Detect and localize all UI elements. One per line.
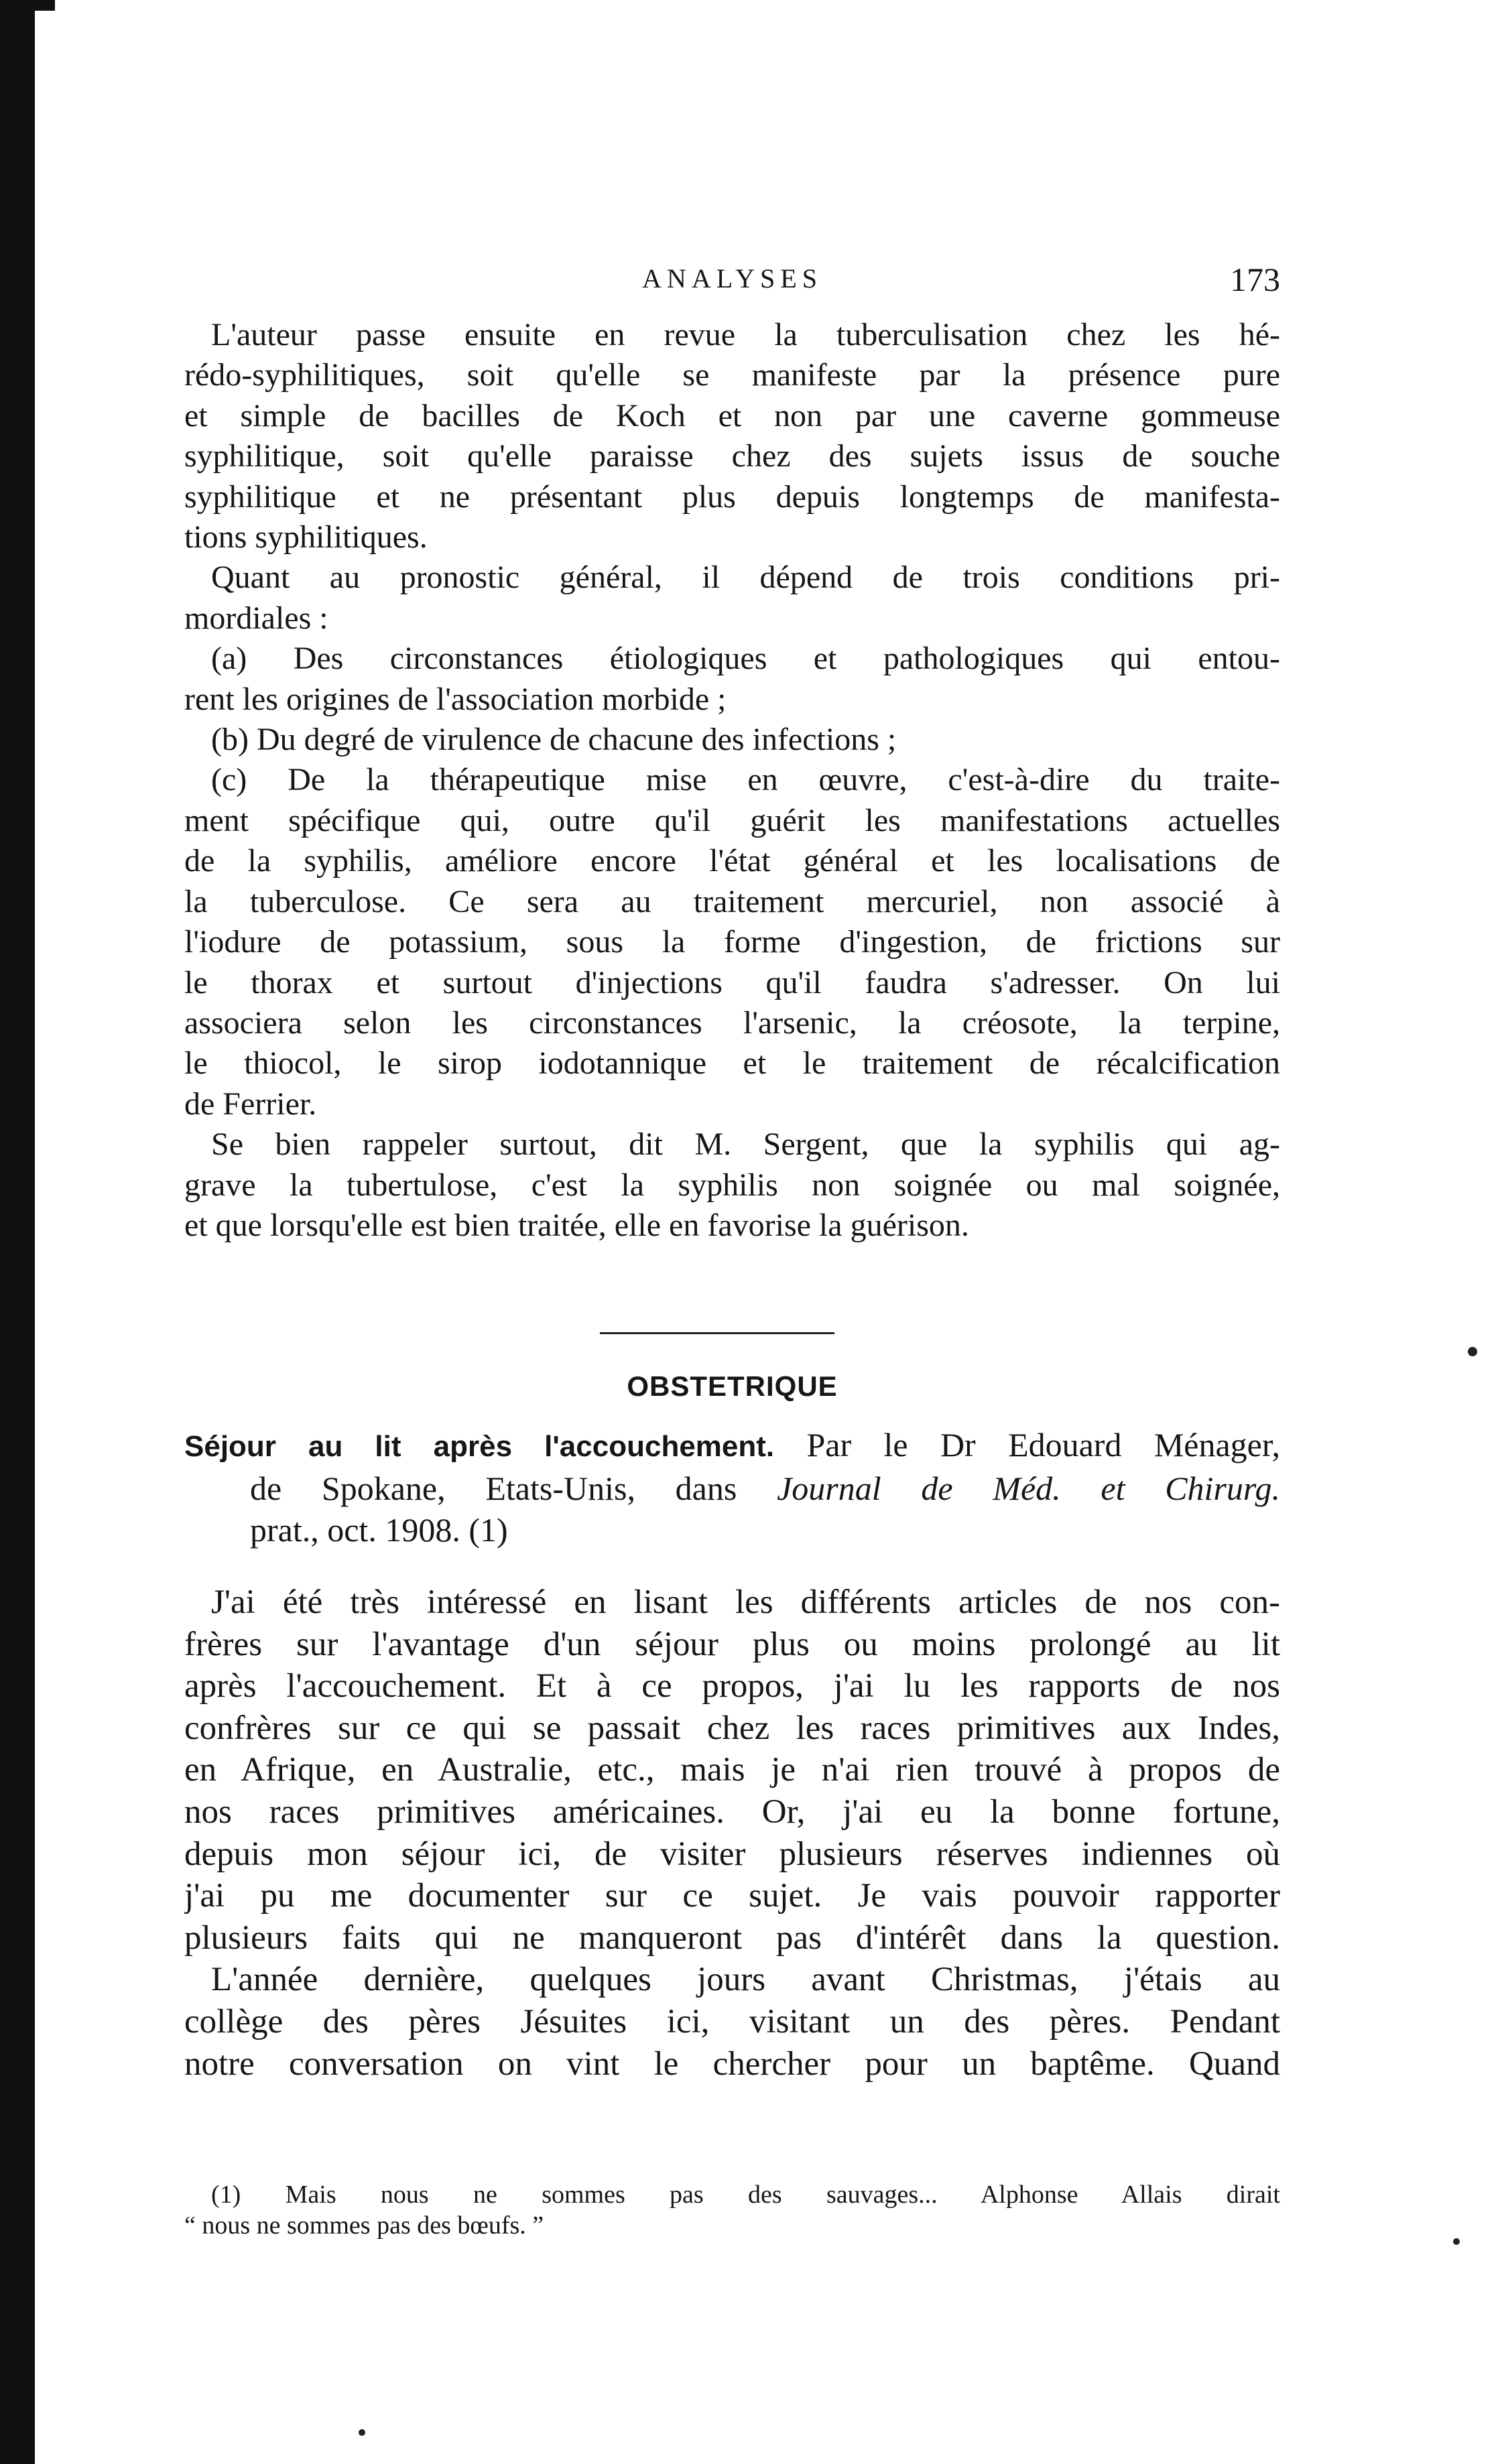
lower-text-block bbox=[184, 1581, 1280, 2085]
text-line: de la syphilis, améliore encore l'état général et les localisations de bbox=[184, 843, 1280, 879]
paragraph bbox=[184, 558, 1280, 1124]
text-line: collège des pères Jésuites ici, visitant un des pères. Pendant bbox=[184, 2002, 1280, 2040]
text-line: ment spécifique qui, outre qu'il guérit les manifestations actuelles bbox=[184, 802, 1280, 838]
text-line: plusieurs faits qui ne manqueront pas d'intérêt dans la question. bbox=[184, 1919, 1280, 1957]
footnote-line: “ nous ne sommes pas des bœufs. ” bbox=[184, 2211, 544, 2240]
scan-binding-tick bbox=[35, 0, 55, 11]
text-line: rédo-syphilitiques, soit qu'elle se manifeste par la présence pure bbox=[184, 357, 1280, 393]
scan-speck bbox=[1468, 1347, 1477, 1356]
footnote bbox=[184, 2179, 1280, 2241]
article-byline: de Spokane, Etats-Unis, dans bbox=[250, 1470, 737, 1507]
paragraph bbox=[184, 315, 1280, 558]
text-line: la tuberculose. Ce sera au traitement mercuriel, non associé à bbox=[184, 883, 1280, 919]
article-byline: Par le Dr Edouard Ménager, bbox=[806, 1426, 1280, 1464]
text-line: notre conversation on vint le chercher pour un baptême. Quand bbox=[184, 2045, 1280, 2083]
text-line: en Afrique, en Australie, etc., mais je n'ai rien trouvé à propos de bbox=[184, 1751, 1280, 1789]
text-line: syphilitique et ne présentant plus depuis longtemps de manifesta- bbox=[184, 478, 1280, 515]
footnote-line: (1) Mais nous ne sommes pas des sauvages... Alphonse Allais dirait bbox=[211, 2181, 1280, 2209]
text-line: j'ai pu me documenter sur ce sujet. Je vais pouvoir rapporter bbox=[184, 1877, 1280, 1915]
section-title: OBSTETRIQUE bbox=[627, 1370, 838, 1402]
scan-speck bbox=[1453, 2238, 1460, 2245]
text-line: syphilitique, soit qu'elle paraisse chez des sujets issus de souche bbox=[184, 438, 1280, 474]
paragraph bbox=[184, 1581, 1280, 1959]
text-line: tions syphilitiques. bbox=[184, 519, 428, 556]
page-header bbox=[184, 260, 1280, 300]
upper-text-block bbox=[184, 315, 1280, 1246]
text-line: et que lorsqu'elle est bien traitée, elle en favorise la guérison. bbox=[184, 1207, 969, 1243]
section-divider bbox=[600, 1332, 834, 1334]
journal-title: Journal de Méd. et Chirurg. bbox=[777, 1470, 1280, 1507]
article-byline: prat., oct. 1908. (1) bbox=[250, 1511, 508, 1549]
text-line: (a) Des circonstances étiologiques et pathologiques qui entou- bbox=[211, 641, 1280, 677]
scan-binding-edge bbox=[0, 0, 35, 2464]
text-line: Se bien rappeler surtout, dit M. Sergent, que la syphilis qui ag- bbox=[211, 1126, 1280, 1163]
text-line: depuis mon séjour ici, de visiter plusieurs réserves indiennes où bbox=[184, 1835, 1280, 1873]
text-line: J'ai été très intéressé en lisant les différents articles de nos con- bbox=[211, 1583, 1280, 1621]
text-line: grave la tubertulose, c'est la syphilis non soignée ou mal soignée, bbox=[184, 1167, 1280, 1203]
text-line: L'auteur passe ensuite en revue la tuberculisation chez les hé- bbox=[211, 317, 1280, 352]
article-title: Séjour au lit après l'accouchement. bbox=[184, 1430, 775, 1463]
article-heading-line bbox=[184, 1468, 1280, 1509]
text-line: le thiocol, le sirop iodotannique et le traitement de récalcification bbox=[184, 1045, 1280, 1082]
text-line: de Ferrier. bbox=[184, 1086, 317, 1122]
text-line: mordiales : bbox=[184, 600, 328, 636]
running-head: ANALYSES bbox=[642, 263, 822, 294]
text-line: après l'accouchement. Et à ce propos, j'ai lu les rapports de nos bbox=[184, 1667, 1280, 1705]
text-line: nos races primitives américaines. Or, j'ai eu la bonne fortune, bbox=[184, 1793, 1280, 1831]
text-line: rent les origines de l'association morbide ; bbox=[184, 681, 727, 717]
text-line: L'année dernière, quelques jours avant Christmas, j'étais au bbox=[211, 1961, 1280, 1999]
text-line: l'iodure de potassium, sous la forme d'ingestion, de frictions sur bbox=[184, 924, 1280, 960]
paragraph bbox=[184, 1124, 1280, 1246]
text-line: (b) Du degré de virulence de chacune des infections ; bbox=[211, 722, 897, 758]
text-line: Quant au pronostic général, il dépend de trois conditions pri- bbox=[211, 560, 1280, 596]
article-heading-line bbox=[184, 1424, 1280, 1468]
text-line: confrères sur ce qui se passait chez les races primitives aux Indes, bbox=[184, 1709, 1280, 1747]
text-line: frères sur l'avantage d'un séjour plus ou moins prolongé au lit bbox=[184, 1625, 1280, 1663]
text-line: (c) De la thérapeutique mise en œuvre, c'est-à-dire du traite- bbox=[211, 762, 1280, 798]
text-line: et simple de bacilles de Koch et non par une caverne gommeuse bbox=[184, 397, 1280, 434]
page-number: 173 bbox=[1230, 261, 1280, 298]
text-line: le thorax et surtout d'injections qu'il faudra s'adresser. On lui bbox=[184, 964, 1280, 1000]
text-line: associera selon les circonstances l'arsenic, la créosote, la terpine, bbox=[184, 1004, 1280, 1041]
article-heading bbox=[184, 1424, 1280, 1551]
paragraph bbox=[184, 1959, 1280, 2085]
scan-speck bbox=[359, 2429, 365, 2436]
